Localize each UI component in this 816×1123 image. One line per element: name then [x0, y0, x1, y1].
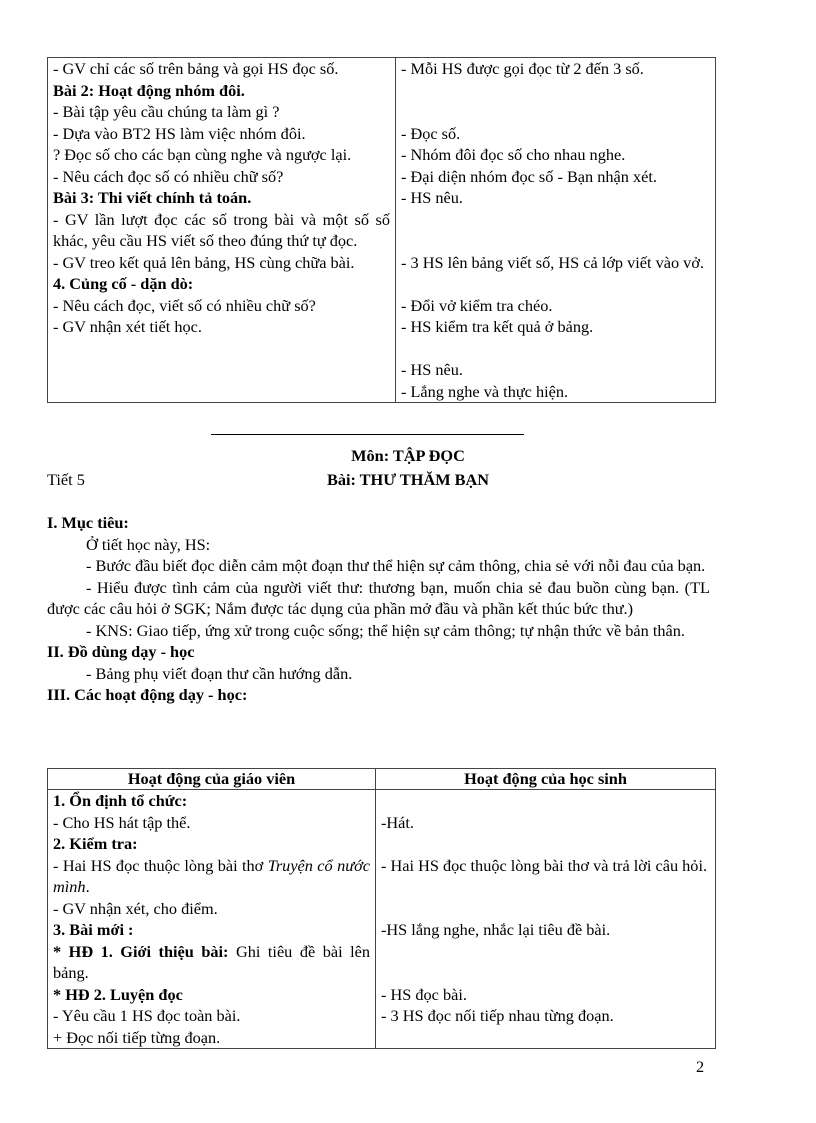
- student-activity: - Lắng nghe và thực hiện.: [401, 381, 569, 401]
- objective-item: - KNS: Giao tiếp, ứng xử trong cuộc sống; thể hiện sự cảm thông; tự nhận thức về bản thân.: [86, 620, 685, 640]
- objective-item: - Hiểu được tình cảm của người viết thư: thương bạn, muốn chia sẻ đau buồn cùng bạn. (TL được các câu hỏi ở SGK; Nắm được tác dụng của phần mở đầu và phần kết thúc bức thư.): [47, 577, 710, 618]
- continuation-activities-table: [47, 57, 716, 403]
- subject-title: Môn: TẬP ĐỌC: [351, 446, 465, 465]
- student-activity: - Đổi vở kiểm tra chéo.: [401, 295, 553, 315]
- teacher-activity: - Dựa vào BT2 HS làm việc nhóm đôi.: [53, 123, 306, 143]
- materials-item: - Bảng phụ viết đoạn thư cần hướng dẫn.: [86, 663, 353, 683]
- table-row: [48, 790, 716, 1049]
- teacher-activity: - Nêu cách đọc số có nhiều chữ số?: [53, 166, 284, 186]
- objectives-section: [47, 512, 710, 706]
- teacher-activity: - Cho HS hát tập thể.: [53, 812, 191, 832]
- teacher-activity: - GV nhận xét tiết học.: [53, 317, 202, 336]
- section-heading: 4. Củng cố - dặn dò:: [53, 274, 194, 293]
- divider: [211, 434, 524, 435]
- section-heading: 2. Kiểm tra:: [53, 834, 138, 853]
- teacher-activity: - Yêu cầu 1 HS đọc toàn bài.: [53, 1006, 241, 1025]
- student-activity: - HS đọc bài.: [381, 984, 467, 1004]
- student-activity: - HS kiểm tra kết quả ở bảng.: [401, 317, 594, 336]
- student-activity: - HS nêu.: [401, 188, 463, 207]
- teacher-activity: - GV lần lượt đọc các số trong bài và một số số khác, yêu cầu HS viết số theo đúng thứ tự đọc.: [53, 209, 390, 250]
- teacher-activity: - Bài tập yêu cầu chúng ta làm gì ?: [53, 102, 280, 121]
- student-activity: -Hát.: [381, 812, 414, 832]
- teacher-activity: + Đọc nối tiếp từng đoạn.: [53, 1027, 221, 1047]
- student-activity: - 3 HS đọc nối tiếp nhau từng đoạn.: [381, 1006, 614, 1025]
- section-heading: * HĐ 2. Luyện đọc: [53, 984, 183, 1004]
- activities-heading: III. Các hoạt động dạy - học:: [47, 685, 248, 704]
- section-heading: 1. Ổn định tổ chức:: [53, 791, 188, 810]
- column-header-student: Hoạt động của học sinh: [376, 769, 716, 790]
- teacher-activity: - GV treo kết quả lên bảng, HS cùng chữa bài.: [53, 252, 355, 272]
- student-activity: - Đại diện nhóm đọc số - Bạn nhận xét.: [401, 166, 657, 186]
- exercise-heading: Bài 2: Hoạt động nhóm đôi.: [53, 80, 245, 100]
- student-activity: - Mỗi HS được gọi đọc từ 2 đến 3 số.: [401, 59, 644, 78]
- table-header-row: [48, 769, 716, 790]
- student-activity: - Đọc số.: [401, 123, 461, 143]
- teacher-activity: - GV nhận xét, cho điểm.: [53, 898, 218, 918]
- lesson-number: Tiết 5: [47, 470, 85, 489]
- student-activity: - HS nêu.: [401, 360, 463, 379]
- student-activity: -HS lắng nghe, nhắc lại tiêu đề bài.: [381, 920, 611, 939]
- lesson-title: Bài: THƯ THĂM BẠN: [326, 470, 490, 489]
- objectives-intro: Ở tiết học này, HS:: [86, 534, 211, 554]
- teacher-activity: * HĐ 1. Giới thiệu bài: Ghi tiêu đề bài lên bảng.: [53, 941, 370, 982]
- teacher-activity: - Nêu cách đọc, viết số có nhiều chữ số?: [53, 295, 316, 315]
- student-activity: - Hai HS đọc thuộc lòng bài thơ và trả lời câu hỏi.: [381, 855, 708, 875]
- teacher-activity: - Hai HS đọc thuộc lòng bài thơ Truyện cổ nước mình.: [53, 855, 371, 896]
- poem-title: Truyện cổ nước mình: [53, 855, 371, 896]
- student-activity: - Nhóm đôi đọc số cho nhau nghe.: [401, 145, 626, 164]
- student-activity: - 3 HS lên bảng viết số, HS cả lớp viết vào vở.: [401, 252, 704, 272]
- column-header-teacher: Hoạt động của giáo viên: [48, 769, 376, 790]
- page-number: 2: [696, 1057, 705, 1076]
- teacher-activity: ? Đọc số cho các bạn cùng nghe và ngược lại.: [53, 145, 352, 164]
- objective-item: - Bước đầu biết đọc diễn cảm một đoạn thư thể hiện sự cảm thông, chia sẻ với nỗi đau của bạn.: [86, 556, 706, 575]
- table-row: [48, 58, 716, 403]
- section-heading: 3. Bài mới :: [53, 920, 134, 939]
- exercise-heading: Bài 3: Thi viết chính tả toán.: [53, 188, 252, 207]
- teacher-activity: - GV chỉ các số trên bảng và gọi HS đọc số.: [53, 59, 339, 78]
- objectives-heading: I. Mục tiêu:: [47, 513, 129, 532]
- materials-heading: II. Đồ dùng dạy - học: [47, 642, 195, 661]
- activities-table: [47, 768, 716, 1049]
